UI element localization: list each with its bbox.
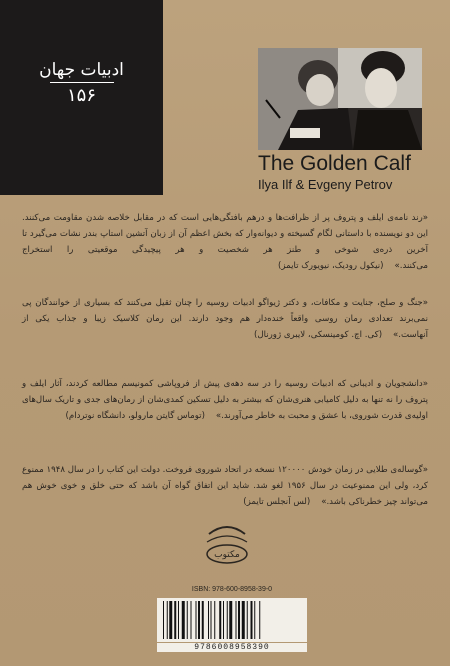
review-attribution: (کی. اچ. کومینسکی، لایبری ژورنال) (254, 330, 383, 340)
authors-photo-image (258, 48, 422, 150)
series-name: ادبیات جهان (39, 60, 124, 80)
barcode-digits: 9786008958390 (157, 643, 307, 652)
review-attribution: (نیکول رودیک، نیویورک تایمز) (278, 261, 384, 271)
review-text: «گوساله‌ی طلایی در زمان خودش ۱۲۰۰۰۰ نسخه در اتحاد شوروی فروخت. دولت این کتاب را در سال ۱۹۴۸ ممنوع کرد، ولی این ممنوعیت در سال ۱۹۵۶ لغو شد. شاید این اتفاق گواه آن باشد که حتی خلق و خوی خوش هم می‌تواند چیز خطرناکی باشد.» (22, 465, 428, 507)
review-blurb-2 (22, 295, 428, 343)
review-text: «جنگ و صلح، جنایت و مکافات، و دکتر ژیواگو ادبیات روسیه را چنان ثقیل می‌کنند که بسیاری از خوانندگان پی نمی‌برند تعدادی رمان روسی واقعاً خنده‌دار هم وجود دارند. این رمان کلاسیک زیبا و جذاب یکی از آنهاست.» (22, 298, 428, 340)
review-blurb-1 (22, 210, 428, 274)
review-blurb-3 (22, 376, 428, 424)
publisher-logo (201, 520, 253, 572)
series-divider (50, 82, 114, 83)
review-attribution: (توماس گایتن مارولو، دانشگاه نوتردام) (65, 411, 205, 421)
book-authors: Ilya Ilf & Evgeny Petrov (258, 177, 393, 192)
isbn-barcode (157, 598, 307, 642)
authors-photo (258, 48, 422, 150)
book-title: The Golden Calf (258, 152, 411, 175)
review-attribution: (لس آنجلس تایمز) (243, 497, 311, 507)
review-text: «دانشجویان و ادیبانی که ادبیات روسیه را در سه دهه‌ی پیش از فروپاشی کمونیسم مطالعه کردند، آثار ایلف و پتروف را نه تنها به دلیل کامیابی هنری‌شان که بیشتر به دلیل تسکین کمدی‌شان از رمان‌های جدی و تاریک سال‌های اولیه‌ی قدرت شوروی، با عشق و محبت به خاطر می‌آورند.» (22, 379, 428, 421)
title-block (258, 152, 448, 192)
barcode-bars (157, 598, 307, 642)
publisher-logo-text: مکتوب (214, 550, 240, 560)
review-blurb-4 (22, 462, 428, 510)
series-label (0, 60, 163, 106)
review-text: «رند نامه‌ی ایلف و پتروف پر از ظرافت‌ها و درهم بافتگی‌هایی است که در مقابل خلاصه شدن مقاومت می‌کنند. این دو نویسنده با داستانی لگام گسیخته و دیوانه‌وار که بخش اعظم آن از زبان آتشین استاپ بندر نشات می‌گیرد تا آخرین ذره‌ی شوخی و طنز هر شخصیت و هر پیچیدگی موقعیتی را استخراج می‌کنند.» (22, 213, 428, 271)
series-number: ۱۵۶ (66, 85, 96, 106)
publisher-logo-icon (201, 520, 253, 572)
isbn-label: ISBN: 978-600-8958-39-0 (191, 586, 273, 593)
